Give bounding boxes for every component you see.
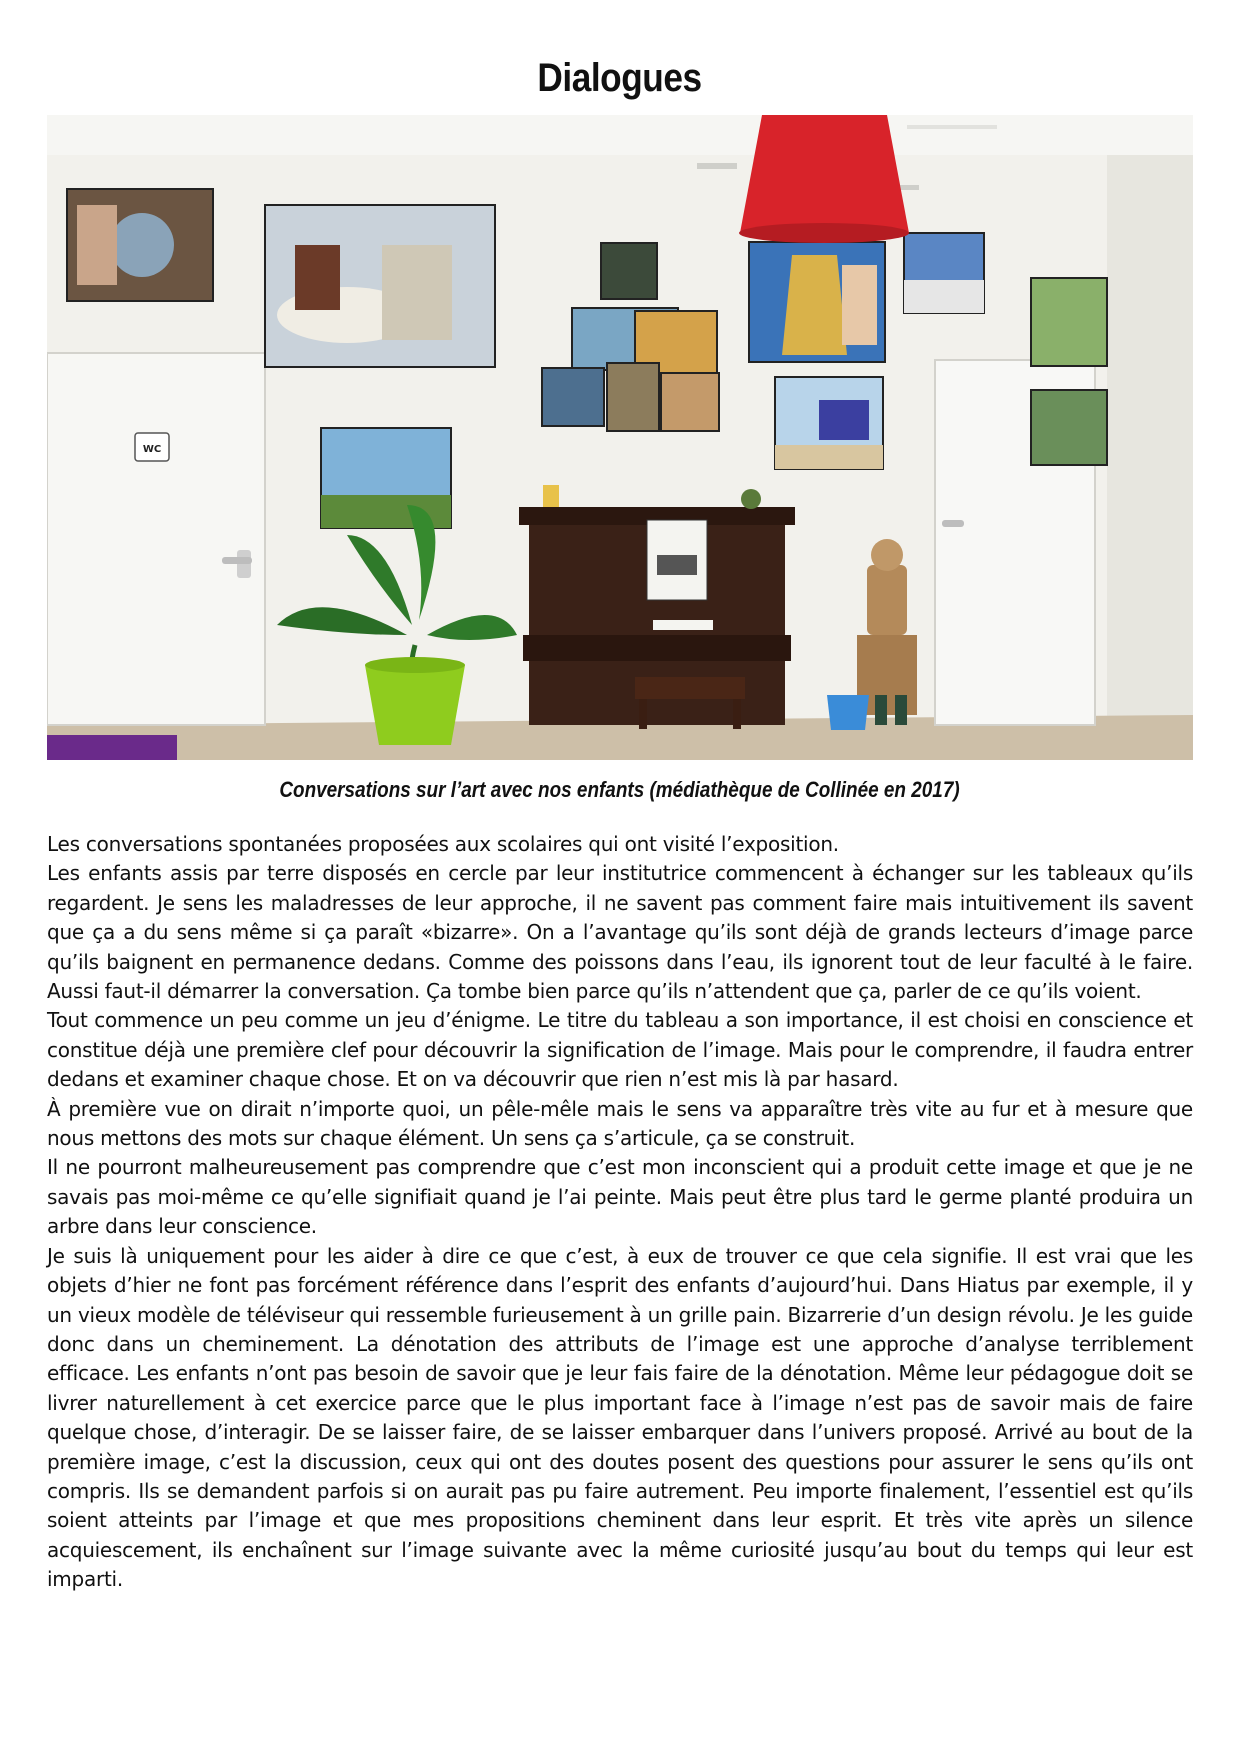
- photo-caption: Conversations sur l’art avec nos enfants (médiathèque de Collinée en 2017): [279, 777, 960, 802]
- paragraph: Je suis là uniquement pour les aider à dire ce que c’est, à eux de trouver ce que cela signifie. Il est vrai que les objets d’hier ne font pas forcément référence dans l’esprit des enfants d’aujourd’hui. Dans Hiatus par exemple, il y un vieux modèle de téléviseur qui ressemble furieusement à un grille pain. Bizarrerie d’un design révolu. Je les guide donc dans un cheminement. La dénotation des attributs de l’image est une approche d’analyse terriblement efficace. Les enfants n’ont pas besoin de savoir que je leur fais faire de la dénotation. Même leur pédagogue doit se livrer naturellement à cet exercice parce que le plus important face à l’image n’est pas de savoir mais de faire quelque chose, d’interagir. De se laisser faire, de se laisser embarquer dans l’univers proposé. Arrivé au bout de la première image, c’est la discussion, ceux qui ont des doutes posent des questions pour assurer le sens qu’ils ont compris. Ils se demandent parfois si on aurait pas pu faire autrement. Peu importe finalement, l’essentiel est qu’ils soient atteints par l’image et que mes propositions cheminent dans leur esprit. Et très vite après un silence acquiescement, ils enchaînent sur l’image suivante avec la même curiosité jusqu’au bout du temps qui leur est imparti.: [47, 1243, 1193, 1592]
- paragraph: Il ne pourront malheureusement pas comprendre que c’est mon inconscient qui a produit cette image et que je ne savais pas moi-même ce qu’elle signifiait quand je l’ai peinte. Mais peut être plus tard le germe planté produira un arbre dans leur conscience.: [47, 1155, 1193, 1239]
- exhibition-photo: [47, 115, 1193, 760]
- paragraph: Tout commence un peu comme un jeu d’énigme. Le titre du tableau a son importance, il est choisi en conscience et constitue déjà une première clef pour découvrir la signification de l’image. Mais pour le comprendre, il faudra entrer dedans et examiner chaque chose. Et on va découvrir que rien n’est mis là par hasard.: [47, 1008, 1193, 1092]
- paragraph: À première vue on dirait n’importe quoi, un pêle-mêle mais le sens va apparaître très vite au fur et à mesure que nous mettons des mots sur chaque élément. Un sens ça s’articule, ça se construit.: [47, 1096, 1193, 1151]
- body-text: [47, 830, 1193, 1595]
- paragraph: Les enfants assis par terre disposés en cercle par leur institutrice commencent à échanger sur les tableaux qu’ils regardent. Je sens les maladresses de leur approche, il ne savent pas comment faire mais intuitivement ils savent que ça a du sens même si ça paraît «bizarre». On a l’avantage qu’ils sont déjà de grands lecteurs d’image parce qu’ils baignent en permanence dedans. Comme des poissons dans l’eau, ils ignorent tout de leur faculté à le faire. Aussi faut-il démarrer la conversation. Ça tombe bien parce qu’ils n’attendent que ça, parler de ce qu’ils voient.: [47, 861, 1193, 1004]
- page-title: Dialogues: [537, 56, 702, 100]
- exhibition-photo-illustration: [47, 115, 1193, 760]
- wc-sign-text: WC: [142, 444, 162, 455]
- paragraph: Les conversations spontanées proposées aux scolaires qui ont visité l’exposition.: [47, 832, 839, 856]
